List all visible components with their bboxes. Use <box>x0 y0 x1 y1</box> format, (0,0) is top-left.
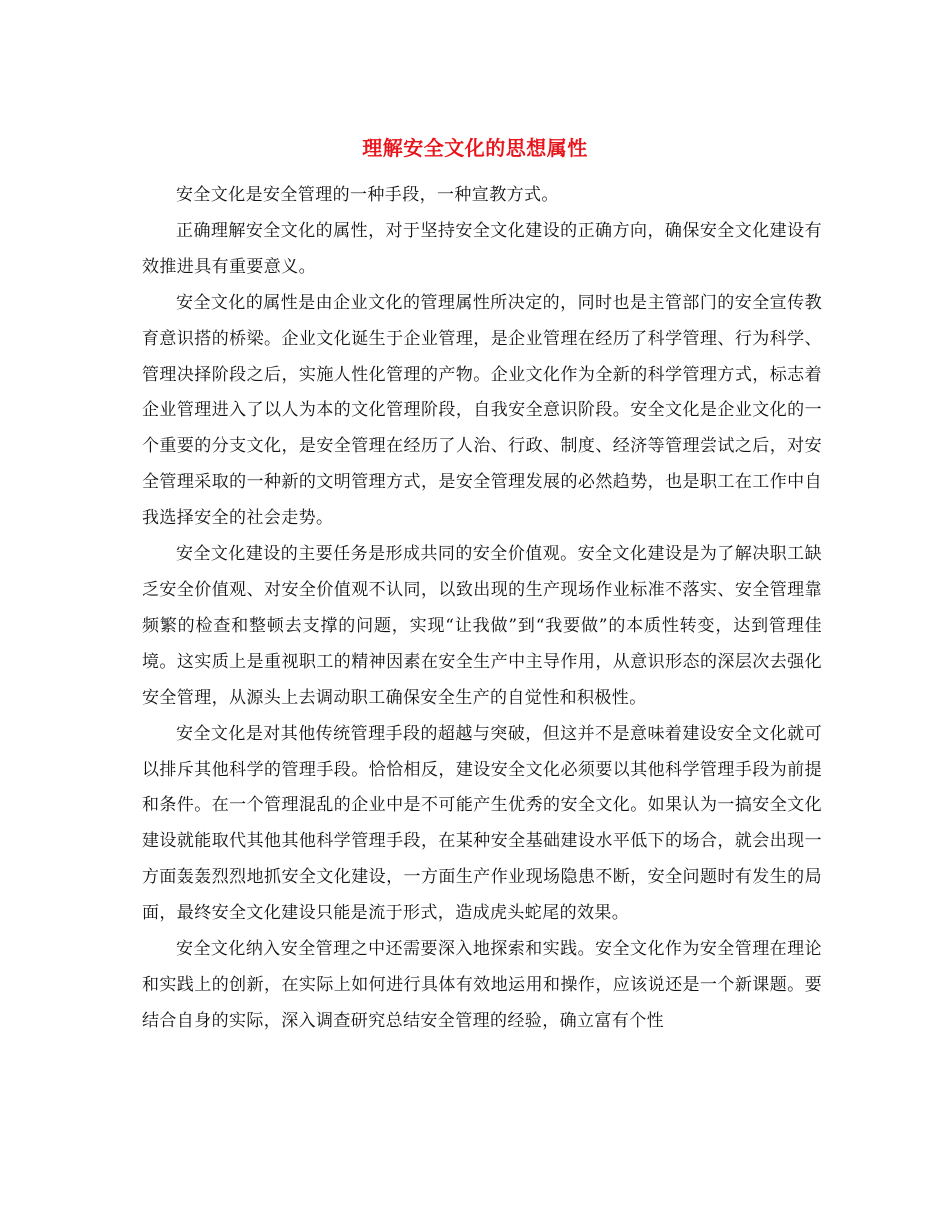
paragraph-6: 安全文化纳入安全管理之中还需要深入地探索和实践。安全文化作为安全管理在理论和实践上的创新，在实际上如何进行具体有效地运用和操作，应该说还是一个新课题。要结合自身的实际，深入调查研究总结安全管理的经验，确立富有个性 <box>142 939 822 1031</box>
paragraph-4: 安全文化建设的主要任务是形成共同的安全价值观。安全文化建设是为了解决职工缺乏安全价值观、对安全价值观不认同，以致出现的生产现场作业标准不落实、安全管理靠频繁的检查和整顿去支撑的问题，实现“让我做”到“我要做”的本质性转变，达到管理佳境。这实质上是重视职工的精神因素在安全生产中主导作用，从意识形态的深层次去强化安全管理，从源头上去调动职工确保安全生产的自觉性和积极性。 <box>142 544 822 708</box>
paragraph-1: 安全文化是安全管理的一种手段，一种宣教方式。 <box>176 185 559 205</box>
paragraph-3: 安全文化的属性是由企业文化的管理属性所决定的，同时也是主管部门的安全宣传教育意识搭的桥梁。企业文化诞生于企业管理，是企业管理在经历了科学管理、行为科学、管理决择阶段之后，实施人性化管理的产物。企业文化作为全新的科学管理方式，标志着企业管理进入了以人为本的文化管理阶段，自我安全意识阶段。安全文化是企业文化的一个重要的分支文化，是安全管理在经历了人治、行政、制度、经济等管理尝试之后，对安全管理采取的一种新的文明管理方式，是安全管理发展的必然趋势，也是职工在工作中自我选择安全的社会走势。 <box>142 292 822 529</box>
page-title: 理解安全文化的思想属性 <box>362 136 588 161</box>
document-body <box>142 178 822 1040</box>
paragraph-2: 正确理解安全文化的属性，对于坚持安全文化建设的正确方向，确保安全文化建设有效推进具有重要意义。 <box>142 220 822 277</box>
paragraph-5: 安全文化是对其他传统管理手段的超越与突破，但这并不是意味着建设安全文化就可以排斥其他科学的管理手段。恰恰相反，建设安全文化必须要以其他科学管理手段为前提和条件。在一个管理混乱的企业中是不可能产生优秀的安全文化。如果认为一搞安全文化建设就能取代其他其他科学管理手段，在某种安全基础建设水平低下的场合，就会出现一方面轰轰烈烈地抓安全文化建设，一方面生产作业现场隐患不断，安全问题时有发生的局面，最终安全文化建设只能是流于形式，造成虎头蛇尾的效果。 <box>142 723 822 924</box>
